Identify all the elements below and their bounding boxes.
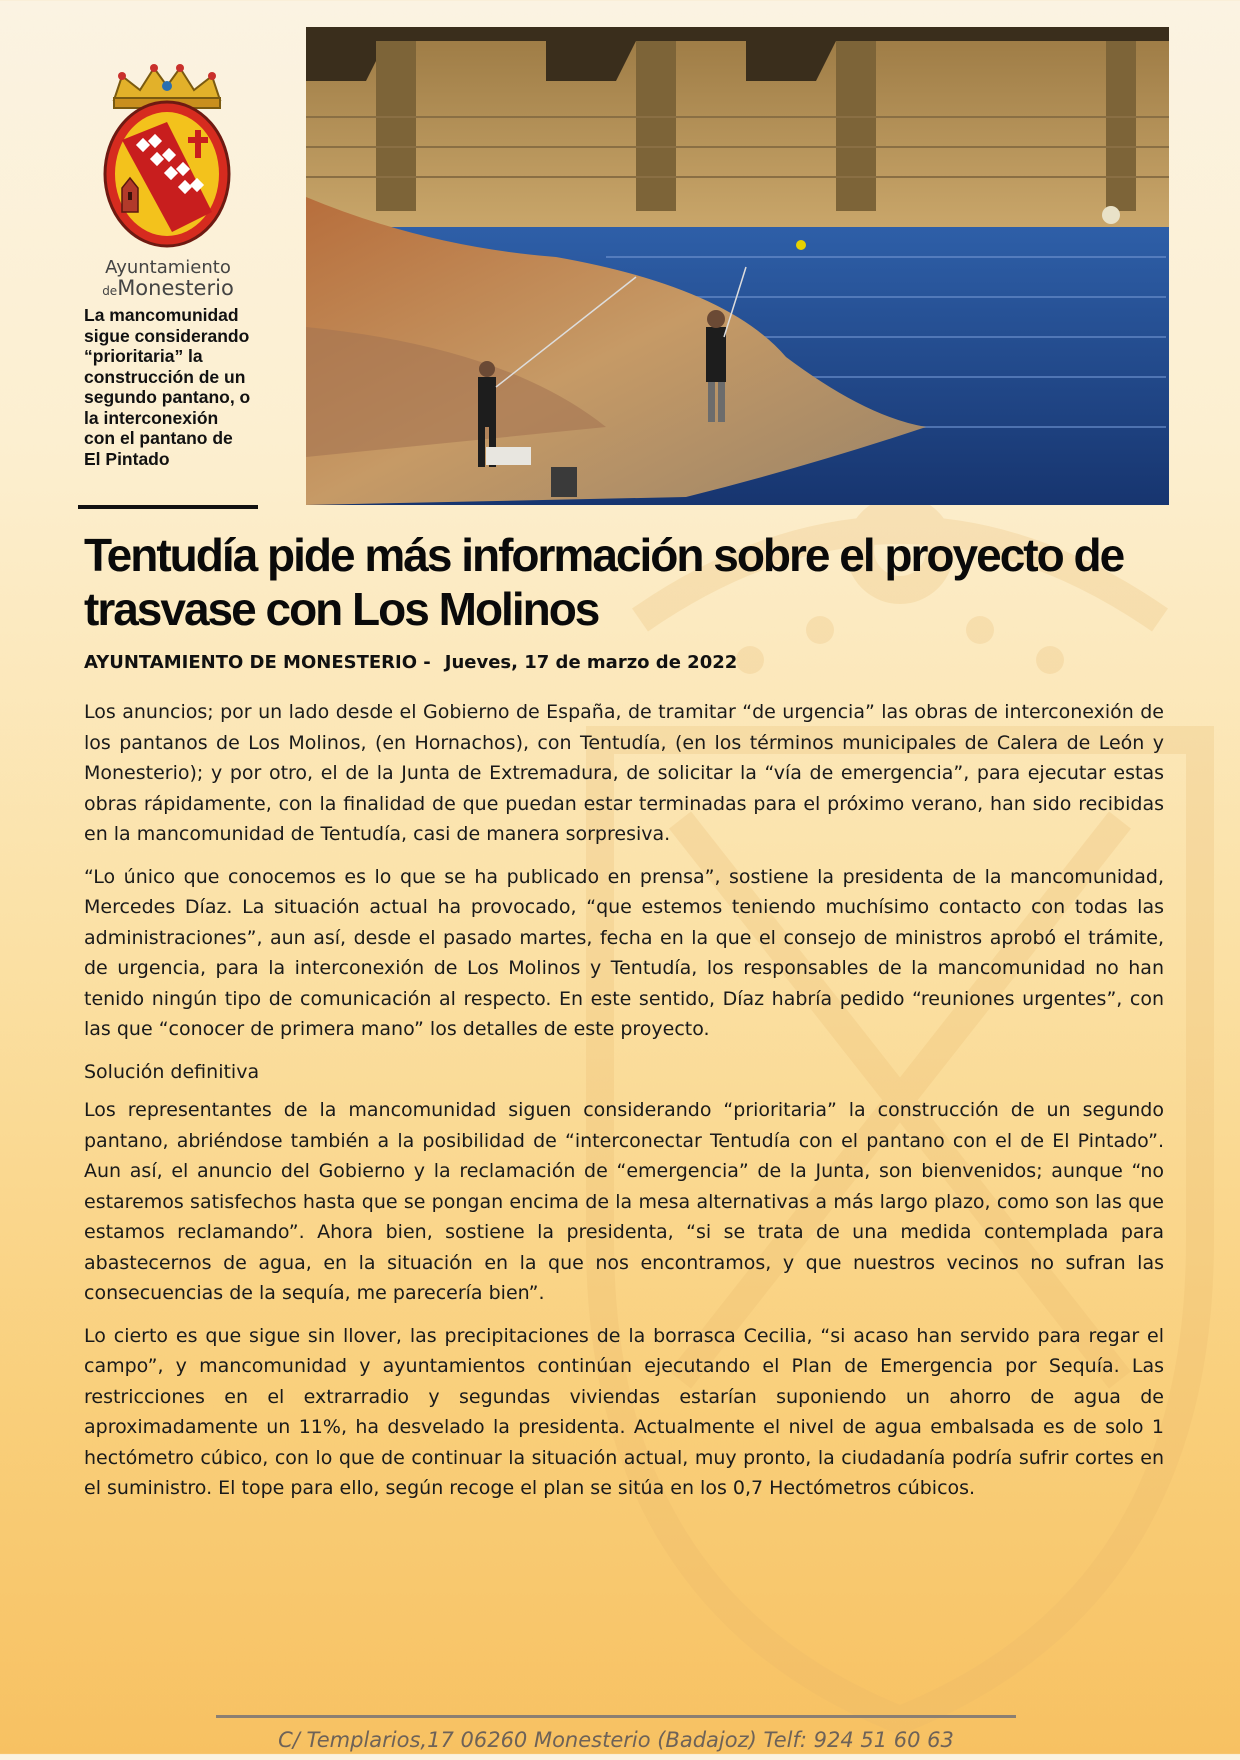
- logo-name-line1: Ayuntamiento: [105, 257, 231, 278]
- logo-wordmark: [80, 258, 256, 301]
- footer-address: C/ Templarios,17 06260 Monesterio (Badajoz) Telf: 924 51 60 63: [278, 1728, 954, 1752]
- logo-name-line2: Monesterio: [117, 276, 234, 300]
- paragraph-3: Los representantes de la mancomunidad siguen considerando “prioritaria” la construcción de un segundo pantano, abriéndose también a la posibilidad de “interconectar Tentudía con el pantano con el de El Pintado”. Aun así, el anuncio del Gobierno y la reclamación de “emergencia” de la Junta, son bienvenidos; aunque “no estaremos satisfechos hasta que se pongan encima de la mesa alternativas a más largo plazo, como son las que estamos reclamando”. Ahora bien, sostiene la presidenta, “si se trata de una medida contemplada para abastecernos de agua, en la situación en la que nos encontramos, y que nuestros vecinos no sufran las consecuencias de la sequía, me parecería bien”.: [84, 1099, 1164, 1304]
- article-body: [84, 697, 1164, 1516]
- article-headline: Tentudía pide más información sobre el proyecto de trasvase con Los Molinos: [84, 529, 1124, 635]
- article-byline: [84, 652, 737, 673]
- byline-source: AYUNTAMIENTO DE MONESTERIO -: [84, 652, 431, 673]
- paragraph-4: Lo cierto es que sigue sin llover, las precipitaciones de la borrasca Cecilia, “si acaso han servido para regar el campo”, y mancomunidad y ayuntamientos continúan ejecutando el Plan de Emergencia por Sequía. Las restricciones en el extrarradio y segundas viviendas estarían suponiendo un ahorro de agua de aproximadamente un 11%, ha desvelado la presidenta. Actualmente el nivel de agua embalsada es de solo 1 hectómetro cúbico, con lo que de continuar la situación actual, muy pronto, la ciudadanía podría sufrir cortes en el suministro. El tope para ello, según recoge el plan se sitúa en los 0,7 Hectómetros cúbicos.: [84, 1324, 1164, 1499]
- section-subheading: Solución definitiva: [84, 1060, 260, 1083]
- reservoir-photo: [306, 27, 1169, 505]
- logo-name-prefix: de: [102, 284, 118, 298]
- footer-divider: [216, 1715, 1016, 1718]
- sidebar-divider: [78, 505, 258, 509]
- byline-date: Jueves, 17 de marzo de 2022: [444, 652, 738, 673]
- paragraph-1: Los anuncios; por un lado desde el Gobierno de España, de tramitar “de urgencia” las obras de interconexión de los pantanos de Los Molinos, (en Hornachos), con Tentudía, (en los términos municipales de Calera de León y Monesterio); y por otro, el de la Junta de Extremadura, de solicitar la “vía de emergencia”, para ejecutar estas obras rápidamente, con la finalidad de que puedan estar terminadas para el próximo verano, han sido recibidas en la mancomunidad de Tentudía, casi de manera sorpresiva.: [84, 701, 1164, 845]
- coat-of-arms-logo: [92, 62, 242, 252]
- sidebar-summary: La mancomunidad sigue considerando “prioritaria” la construcción de un segundo pantano, o la interconexión con el pantano de El Pintado: [84, 305, 251, 469]
- paragraph-2: “Lo único que conocemos es lo que se ha publicado en prensa”, sostiene la presidenta de la mancomunidad, Mercedes Díaz. La situación actual ha provocado, “que estemos teniendo muchísimo contacto con todas las administraciones”, aun así, desde el pasado martes, fecha en la que el consejo de ministros aprobó el trámite, de urgencia, para la interconexión de Los Molinos y Tentudía, los responsables de la mancomunidad no han tenido ningún tipo de comunicación al respecto. En este sentido, Díaz habría pedido “reuniones urgentes”, con las que “conocer de primera mano” los detalles de este proyecto.: [84, 865, 1164, 1040]
